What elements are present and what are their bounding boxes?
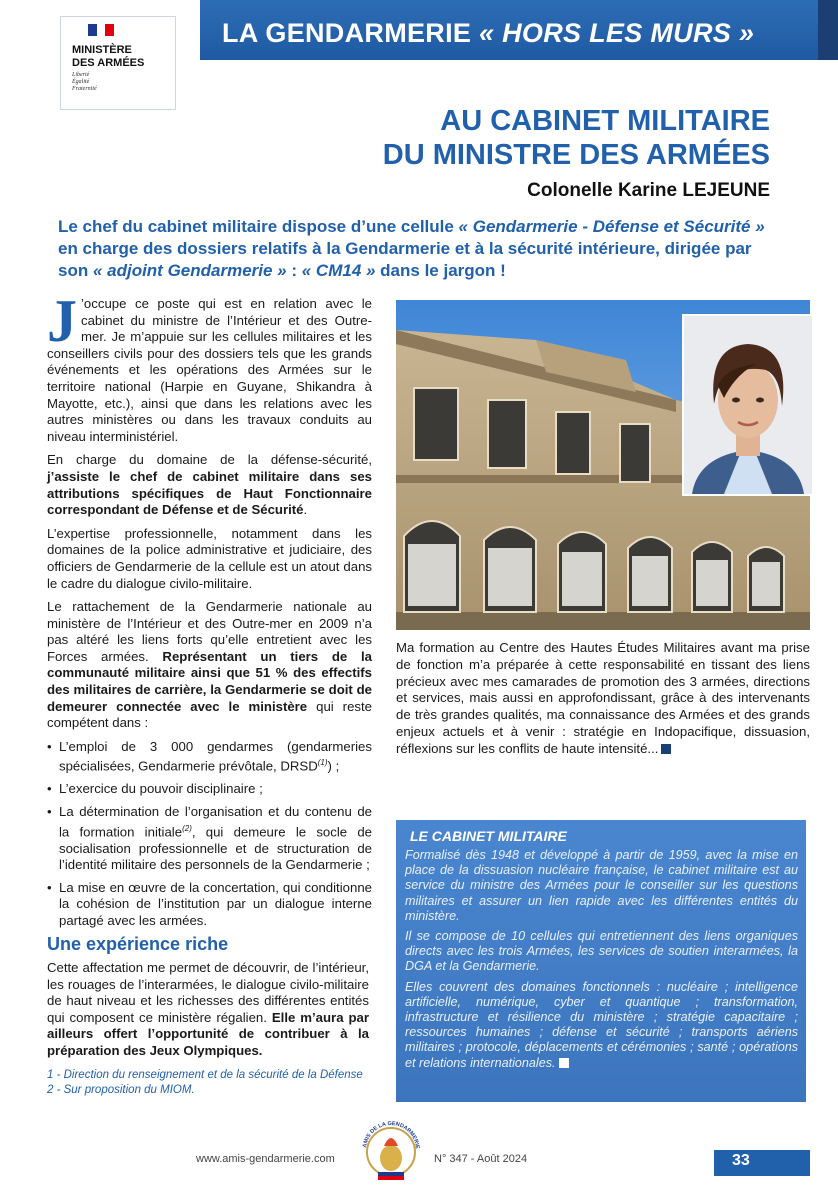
list-item: • La détermination de l’organisation et du contenu de la formation initiale$^{(2)}$, qui demeure le socle de socialisation professionnelle et de structuration de l’identité militaire des personnels de la Gendarmerie ; <box>59 804 372 874</box>
header-edge <box>818 0 838 60</box>
subheading: Une expérience riche <box>47 934 229 954</box>
end-mark-icon <box>661 744 671 754</box>
end-mark-icon <box>559 1058 569 1068</box>
left-column <box>47 288 372 937</box>
right-column: Ma formation au Centre des Hautes Études Militaires avant ma prise de fonction m’a préparée à cette responsabilité en tissant des liens précieux avec mes camarades de promotion des 3 armées, directions et services, mais aussi en approfondissant, grâce à des intervenants de très grandes qualités, ma connaissance des Armées et des grands enjeux actuels et à venir : stratégie en Indopacifique, dissuasion, réflexions sur les conflits de haute intensité... <box>396 640 810 756</box>
article-title: AU CABINET MILITAIRE DU MINISTRE DES ARMÉES <box>382 105 770 171</box>
footer-url: www.amis-gendarmerie.com <box>196 1153 335 1165</box>
paragraph-2: En charge du domaine de la défense-sécurité, j’assiste le chef de cabinet militaire dans ses attributions spécifiques de Haut Fonctionnaire correspondant de Défense et de Sécurité. <box>47 452 372 518</box>
info-box-body: Formalisé dès 1948 et développé à partir de 1959, avec la mise en place de la dissuasion nucléaire française, le cabinet militaire est au service du ministre des Armées pour le conseiller sur les questions militaires et assurer un lien rapide avec les différentes entités du ministère. Il se compose de 10 cellules qui entretiennent des liens organiques directs avec les trois Armées, les services de soutien interarmées, la DGA et la Gendarmerie. Elles couvrent des domaines fonctionnels : nucléaire ; intelligence artificielle, numérique, cyber et quantique ; transformation, infrastructure et résilience du ministère ; stratégie capacitaire ; ressources humaines ; défense et sécurité ; transports aériens militaires ; protocole, déplacements et cérémonies ; santé ; opérations et relations internationales. <box>405 848 798 1070</box>
paragraph-3: L’expertise professionnelle, notamment dans les domaines de la police administrative et judiciaire, des officiers de Gendarmerie de la cellule est un atout dans le cadre du dialogue civilo-militaire. <box>47 525 372 591</box>
paragraph-1: J ’occupe ce poste qui est en relation avec le cabinet du ministre de l’Intérieur et des Outre-mer. Je m’appuie sur les cellules militaires et les conseillers civils pour des dossiers tels que les grands événements et les opérations des Armées sur le territoire national (Harpie en Guyane, Shikandra à Mayotte, etc.), ainsi que dans les relations avec les autres ministères ou dans les travaux conduits au niveau interministériel. <box>47 288 372 444</box>
ministry-name: MINISTÈRE DES ARMÉES <box>72 44 145 69</box>
page-number-box <box>714 1150 810 1176</box>
article-author: Colonelle Karine LEJEUNE <box>527 180 770 201</box>
svg-text:AMIS DE LA GENDARMERIE: AMIS DE LA GENDARMERIE <box>362 1120 421 1150</box>
paragraph-5: Cette affectation me permet de découvrir, de l’intérieur, les rouages de l’interarmées, le dialogue civilo-militaire de haut niveau et les richesses des différentes entités qui composent ce ministère régalien. Elle m’aura par ailleurs offert l’opportunité de contribuer à la préparation des Jeux Olympiques. <box>47 960 369 1058</box>
french-flag-icon <box>88 24 114 36</box>
dropcap: J <box>47 288 77 354</box>
page-number: 33 <box>732 1152 750 1169</box>
association-logo <box>358 1116 424 1192</box>
article-intro: Le chef du cabinet militaire dispose d’une cellule « Gendarmerie - Défense et Sécurité » en charge des dossiers relatifs à la Gendarmerie et à la sécurité intérieure, dirigée par son « adjoint Gendarmerie » : « CM14 » dans le jargon ! <box>58 217 765 280</box>
list-item: • L’exercice du pouvoir disciplinaire ; <box>59 781 372 798</box>
footer-issue: N° 347 - Août 2024 <box>434 1153 528 1165</box>
paragraph-4: Le rattachement de la Gendarmerie nationale au ministère de l’Intérieur et des Outre-mer en 2009 n’a pas altéré les liens forts qu’elle entretient avec les Forces armées. Représentant un tiers de la communauté militaire ainsi que 51 % des effectifs des militaires de carrière, la Gendarmerie se doit de demeurer connectée avec le ministère qui reste compétent dans : <box>47 599 372 731</box>
list-item: • La mise en œuvre de la concertation, qui conditionne la cohésion de l’institution par un dialogue interne partagé avec les armées. <box>59 880 372 930</box>
portrait-photo <box>682 314 814 496</box>
section-title: LA GENDARMERIE « HORS LES MURS » <box>222 18 755 48</box>
ministry-motto: Liberté Égalité Fraternité <box>72 72 97 92</box>
info-box-title: LE CABINET MILITAIRE <box>410 828 567 844</box>
list-item: • L’emploi de 3 000 gendarmes (gendarmeries spécialisées, Gendarmerie prévôtale, DRSD$^{(1)}$) ; <box>59 739 372 776</box>
footnotes: 1 - Direction du renseignement et de la sécurité de la Défense 2 - Sur proposition du MIOM. <box>47 1069 363 1096</box>
competence-list <box>47 739 372 930</box>
